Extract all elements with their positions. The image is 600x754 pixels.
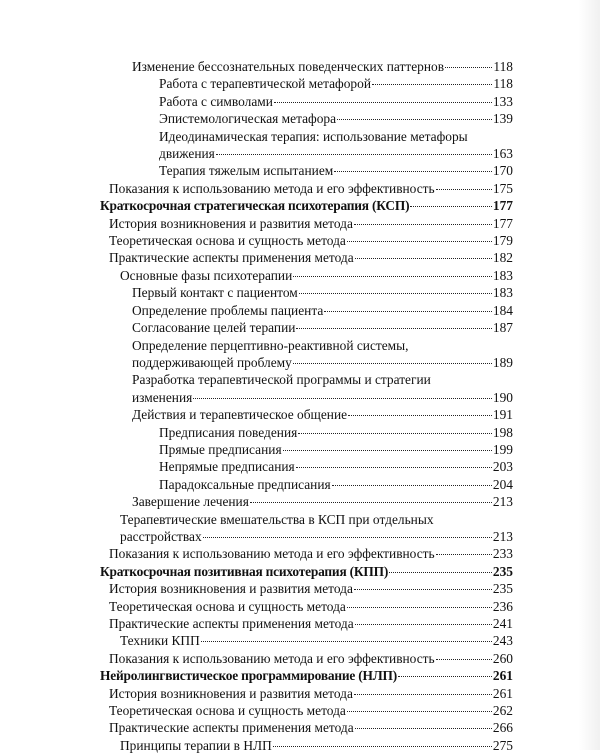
toc-chapter-entry [100,197,513,214]
dot-leader [332,485,492,486]
toc-entry-page: 183 [492,267,513,283]
dot-leader [354,224,492,225]
toc-entry-page: 177 [492,215,513,231]
toc-entry-page: 184 [492,302,513,318]
toc-entry-page: 179 [492,233,513,249]
toc-entry [100,598,513,615]
toc-entry [100,719,513,736]
toc-entry [100,615,513,632]
toc-entry-page: 182 [492,250,513,266]
dot-leader [436,659,492,660]
toc-entry-title: Показания к использованию метода и его эффективность [109,546,435,562]
toc-entry [100,93,513,110]
table-of-contents [100,58,513,754]
toc-entry-title: Теоретическая основа и сущность метода [109,598,346,614]
toc-entry-title: Работа с символами [159,93,273,109]
dot-leader [203,537,492,538]
dot-leader [216,154,492,155]
toc-entry-page: 261 [492,668,513,684]
toc-entry-page: 191 [492,407,513,423]
toc-entry-title-continued: изменения [132,389,193,405]
toc-entry-title: Терапия тяжелым испытанием [159,163,334,179]
toc-entry-page: 183 [492,285,513,301]
toc-entry [100,58,513,75]
toc-entry [100,284,513,301]
toc-entry-title: Действия и терапевтическое общение [132,407,348,423]
toc-entry [100,458,513,475]
toc-entry-title: Парадоксальные предписания [159,476,331,492]
toc-entry [100,215,513,232]
toc-entry-title: Работа с терапевтической метафорой [159,76,371,92]
dot-leader [389,572,492,573]
toc-entry-page: 213 [492,494,513,510]
toc-entry [100,319,513,336]
toc-entry-page: 266 [492,720,513,736]
toc-entry-title: Определение проблемы пациента [132,302,324,318]
dot-leader [355,258,492,259]
dot-leader [298,433,492,434]
toc-entry-title: Принципы терапии в НЛП [120,737,272,753]
toc-entry-page: 170 [492,163,513,179]
toc-entry-page: 203 [492,459,513,475]
toc-entry-title: Эпистемологическая метафора [159,111,337,127]
toc-entry-title: Основные фазы психотерапии [120,267,293,283]
toc-entry-page: 262 [492,703,513,719]
toc-entry-page: 241 [492,616,513,631]
dot-leader [283,450,492,451]
toc-entry-title: Практические аспекты применения метода [109,720,354,736]
dot-leader [250,502,492,503]
dot-leader [296,328,491,329]
dot-leader [347,711,492,712]
toc-entry-page: 175 [492,180,513,196]
toc-entry [100,110,513,127]
toc-entry [100,424,513,441]
dot-leader [334,171,492,172]
toc-entry-page: 177 [492,198,513,214]
toc-entry-title: История возникновения и развития метода [109,581,353,597]
dot-leader [293,363,492,364]
toc-entry [100,128,513,163]
toc-entry-title: Краткосрочная позитивная психотерапия (КПП) [100,563,389,579]
toc-entry [100,180,513,197]
dot-leader [354,589,492,590]
toc-entry-title: Изменение бессознательных поведенческих паттернов [132,59,445,74]
toc-entry [100,511,513,546]
toc-entry-page: 190 [492,389,513,405]
toc-entry [100,162,513,179]
toc-entry-page: 243 [492,633,513,649]
toc-entry-title: Идеодинамическая терапия: использование метафоры [159,128,468,144]
toc-entry-page: 260 [492,650,513,666]
dot-leader [355,624,492,625]
toc-entry [100,75,513,92]
toc-entry [100,737,513,754]
toc-entry [100,302,513,319]
toc-entry [100,337,513,372]
toc-entry-title: Практические аспекты применения метода [109,250,354,266]
toc-entry [100,371,513,406]
toc-entry-title: Теоретическая основа и сущность метода [109,703,346,719]
toc-entry-page: 236 [492,598,513,614]
toc-entry-title: Завершение лечения [132,494,249,510]
toc-entry-page: 213 [492,528,513,544]
toc-entry-page: 118 [493,76,513,92]
dot-leader [299,293,492,294]
toc-entry-page: 204 [492,476,513,492]
dot-leader [273,746,492,747]
toc-entry-title-continued: поддерживающей проблему [132,354,292,370]
toc-entry-title: Определение перцептивно-реактивной системы, [132,337,409,353]
toc-chapter-entry [100,563,513,580]
toc-entry-page: 233 [492,546,513,562]
dot-leader [436,554,492,555]
toc-entry [100,267,513,284]
dot-leader [354,694,492,695]
toc-entry-title: Разработка терапевтической программы и стратегии [132,372,431,388]
dot-leader [293,276,492,277]
toc-chapter-entry [100,667,513,684]
dot-leader [193,398,492,399]
toc-entry-title: Практические аспекты применения метода [109,616,354,631]
toc-entry [100,441,513,458]
toc-entry [100,650,513,667]
dot-leader [372,84,492,85]
toc-entry [100,476,513,493]
dot-leader [445,67,492,68]
toc-entry-page: 189 [492,354,513,370]
toc-entry [100,702,513,719]
toc-entry-title: Непрямые предписания [159,459,295,475]
toc-entry-title-continued: движения [159,146,215,162]
dot-leader [201,641,492,642]
toc-entry [100,632,513,649]
toc-entry [100,406,513,423]
toc-entry-page: 261 [492,685,513,701]
toc-entry-page: 187 [492,320,513,336]
dot-leader [355,728,492,729]
toc-entry [100,580,513,597]
toc-entry-page: 133 [492,93,513,109]
toc-entry [100,232,513,249]
toc-entry-page: 235 [492,581,513,597]
toc-entry-title: Краткосрочная стратегическая психотерапия (КСП) [100,198,410,214]
toc-entry-title: Согласование целей терапии [132,320,296,336]
dot-leader [436,189,492,190]
dot-leader [347,241,492,242]
dot-leader [296,467,492,468]
toc-entry-title: Прямые предписания [159,441,282,457]
dot-leader [410,206,492,207]
dot-leader [274,102,492,103]
dot-leader [398,676,492,677]
toc-entry-title: Нейролингвистическое программирование (НЛП) [100,668,397,684]
toc-entry [100,685,513,702]
toc-entry-title: История возникновения и развития метода [109,215,353,231]
toc-entry-page: 163 [492,146,513,162]
toc-entry-page: 275 [492,737,513,753]
toc-entry-page: 118 [493,59,513,74]
page-edge-shadow [578,0,600,750]
toc-entry-title-continued: расстройствах [120,528,202,544]
toc-entry-page: 198 [492,424,513,440]
toc-entry-page: 139 [492,111,513,127]
toc-entry [100,249,513,266]
toc-entry [100,545,513,562]
toc-entry-title: Техники КПП [120,633,200,649]
toc-entry-page: 235 [492,563,513,579]
toc-entry-title: Терапевтические вмешательства в КСП при отдельных [120,511,434,527]
toc-entry-title: Показания к использованию метода и его эффективность [109,650,435,666]
dot-leader [347,607,492,608]
toc-entry-page: 199 [492,441,513,457]
toc-entry [100,493,513,510]
toc-entry-title: Теоретическая основа и сущность метода [109,233,346,249]
dot-leader [348,415,492,416]
dot-leader [337,119,492,120]
toc-entry-title: Показания к использованию метода и его эффективность [109,180,435,196]
dot-leader [324,311,492,312]
toc-entry-title: Первый контакт с пациентом [132,285,298,301]
toc-entry-title: Предписания поведения [159,424,298,440]
toc-entry-title: История возникновения и развития метода [109,685,353,701]
